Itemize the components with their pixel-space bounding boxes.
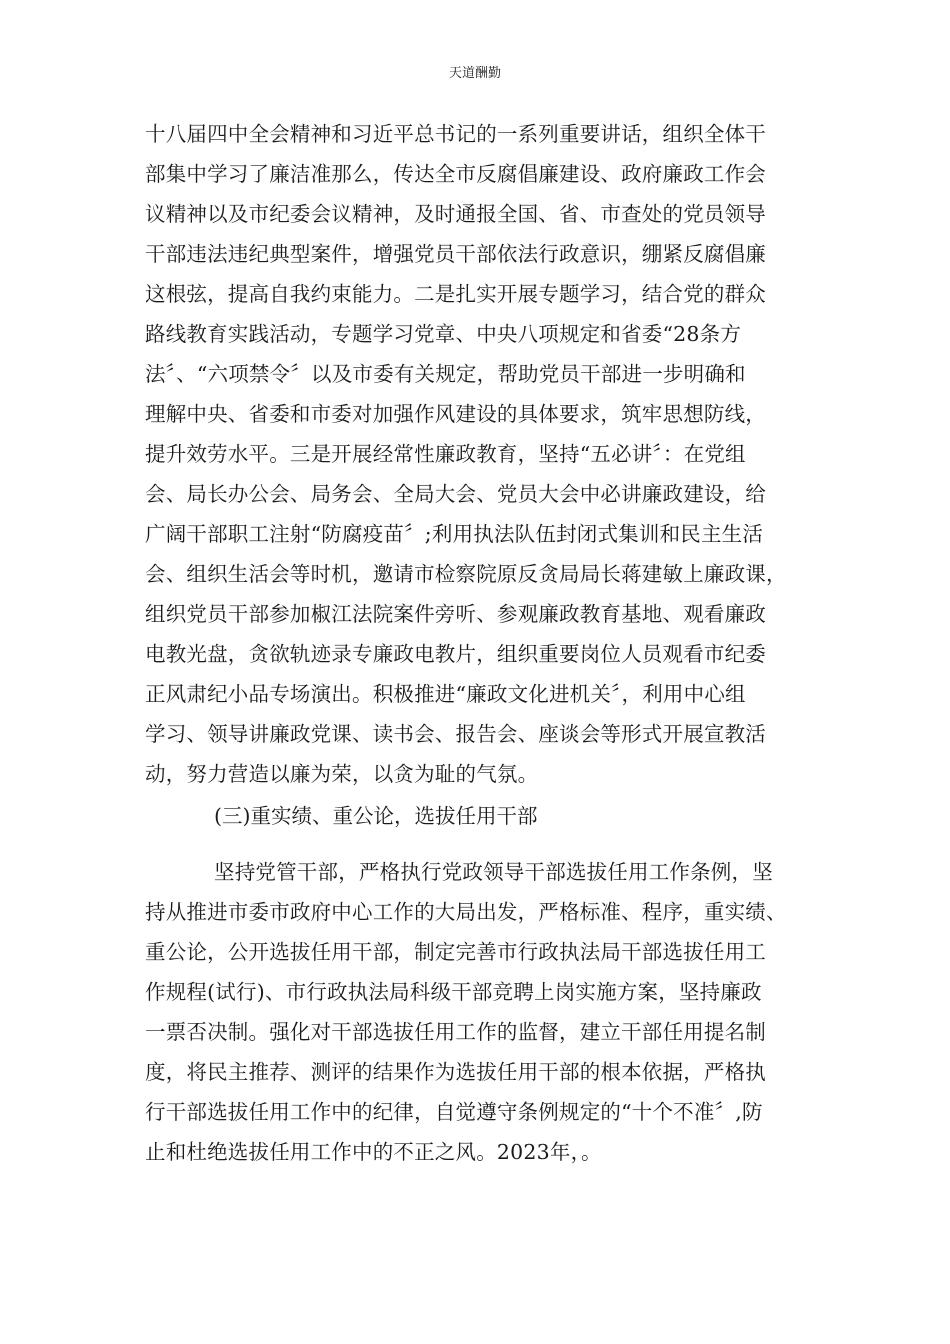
text-line: 动，努力营造以廉为荣，以贪为耻的气氛。 (145, 762, 539, 786)
text-line: 电教光盘，贪欲轨迹录专廉政电教片，组织重要岗位人员观看市纪委 (145, 642, 766, 666)
text-line: 理解中央、省委和市委对加强作风建设的具体要求，筑牢思想防线， (145, 402, 766, 426)
text-line: 学习、领导讲廉政党课、读书会、报告会、座谈会等形式开展宣教活 (145, 722, 766, 746)
text-line: 正风肃纪小品专场演出。积极推进“廉政文化进机关〞，利用中心组 (145, 682, 746, 706)
text-line: 议精神以及市纪委会议精神，及时通报全国、省、市查处的党员领导 (145, 202, 766, 226)
text-line: 法〞、“六项禁令〞以及市委有关规定，帮助党员干部进一步明确和 (145, 362, 746, 386)
text-line: 部集中学习了廉洁准那么，传达全市反腐倡廉建设、政府廉政工作会 (145, 162, 766, 186)
text-line: 一票否决制。强化对干部选拔任用工作的监督，建立干部任用提名制 (145, 1020, 766, 1044)
text-line: 组织党员干部参加椒江法院案件旁听、参观廉政教育基地、观看廉政 (145, 602, 766, 626)
page-header: 天道酬勤 (448, 66, 501, 81)
text-line: 作规程(试行)、市行政执法局科级干部竞聘上岗实施方案，坚持廉政 (145, 980, 762, 1004)
text-line: 度，将民主推荐、测评的结果作为选拔任用干部的根本依据，严格执 (145, 1060, 766, 1084)
paragraph-cadre-selection (145, 852, 813, 1172)
text-line: 会、组织生活会等时机，邀请市检察院原反贪局局长蒋建敏上廉政课， (145, 562, 787, 586)
text-line: 会、局长办公会、局务会、全局大会、党员大会中必讲廉政建设，给 (145, 482, 766, 506)
text-line: 广阔干部职工注射“防腐疫苗〞;利用执法队伍封闭式集训和民主生活 (145, 522, 764, 546)
text-line: 路线教育实践活动，专题学习党章、中央八项规定和省委“28条方 (145, 322, 742, 346)
text-line: 坚持党管干部，严格执行党政领导干部选拔任用工作条例，坚 (214, 860, 773, 884)
text-line: 止和杜绝选拔任用工作中的不正之风。2023年，。 (145, 1140, 602, 1164)
text-line: 持从推进市委市政府中心工作的大局出发，严格标准、程序，重实绩、 (145, 900, 787, 924)
paragraph-continuation (145, 114, 813, 794)
section-heading: (三)重实绩、重公论，选拔任用干部 (214, 804, 538, 828)
text-line: 重公论，公开选拔任用干部，制定完善市行政执法局干部选拔任用工 (145, 940, 766, 964)
text-line: 提升效劳水平。三是开展经常性廉政教育，坚持“五必讲〞：在党组 (145, 442, 746, 466)
text-line: 行干部选拔任用工作中的纪律，自觉遵守条例规定的“十个不准〞,防 (145, 1100, 763, 1124)
text-line: 这根弦，提高自我约束能力。二是扎实开展专题学习，结合党的群众 (145, 282, 766, 306)
text-line: 干部违法违纪典型案件，增强党员干部依法行政意识，绷紧反腐倡廉 (145, 242, 766, 266)
text-line: 十八届四中全会精神和习近平总书记的一系列重要讲话，组织全体干 (145, 122, 766, 146)
